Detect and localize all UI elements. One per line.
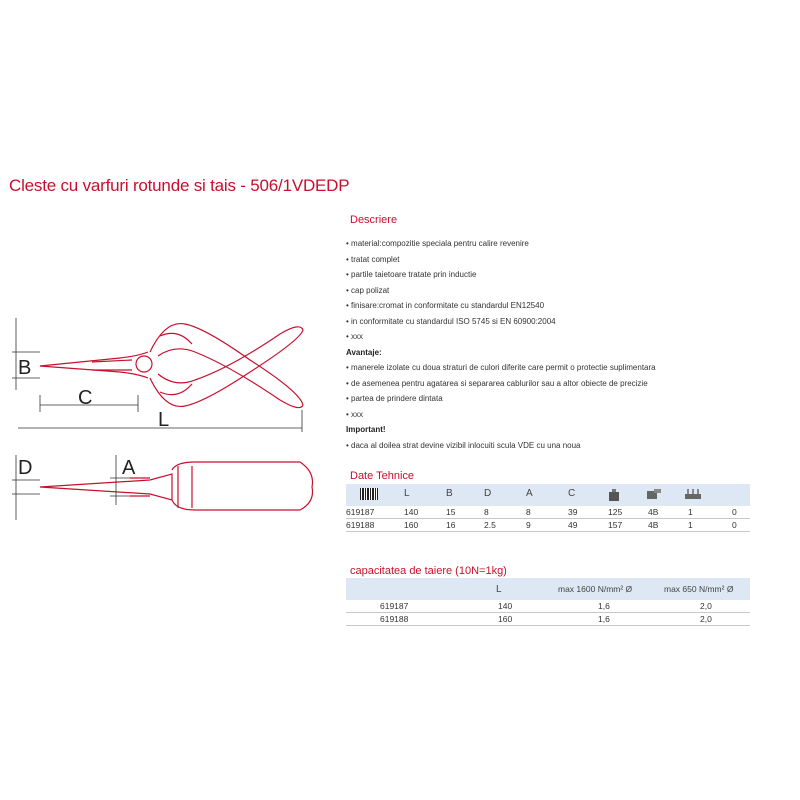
- table-cell: 4B: [648, 520, 659, 530]
- col-header: L: [404, 488, 410, 499]
- tech-table-header: [346, 484, 750, 506]
- description-heading: Descriere: [350, 214, 398, 226]
- description-item: • tratat complet: [346, 254, 400, 264]
- description-item: • finisare:cromat in conformitate cu standardul EN12540: [346, 301, 545, 310]
- description-item: Important!: [346, 425, 386, 434]
- table-row: [346, 613, 750, 626]
- table-cell: 1: [688, 507, 693, 517]
- col-header: A: [526, 488, 533, 499]
- table-cell: 157: [608, 520, 623, 530]
- description-list: [346, 236, 786, 453]
- cutting-table: [346, 578, 750, 626]
- table-cell: 140: [404, 507, 419, 517]
- table-cell: 15: [446, 507, 456, 517]
- table-row: [346, 519, 750, 532]
- table-cell: 8: [526, 507, 531, 517]
- rack-icon: [684, 488, 702, 500]
- page-title: Cleste cu varfuri rotunde si tais - 506/1VDEDP: [9, 176, 350, 195]
- description-item: • manerele izolate cu doua straturi de culori diferite care permit o protectie suplimentara: [346, 363, 656, 372]
- table-cell: 39: [568, 507, 578, 517]
- table-cell: 16: [446, 520, 456, 530]
- table-cell: 0: [732, 507, 737, 517]
- dim-label-b: B: [18, 357, 32, 379]
- table-cell: 2,0: [700, 614, 712, 624]
- pliers-diagram: [0, 300, 340, 530]
- col-header: C: [568, 488, 576, 499]
- table-cell: 140: [498, 601, 513, 611]
- table-cell: 9: [526, 520, 531, 530]
- description-item: • de asemenea pentru agatarea si separarea cablurilor sau a altor obiecte de precizie: [346, 378, 648, 388]
- col-header: L: [496, 584, 502, 595]
- description-item: • partea de prindere dintata: [346, 394, 443, 403]
- weight-icon: [608, 488, 620, 501]
- table-cell: 619187: [380, 601, 409, 611]
- col-header: B: [446, 488, 453, 499]
- table-cell: 160: [404, 520, 419, 530]
- dim-label-c: C: [78, 387, 93, 409]
- table-row: [346, 506, 750, 519]
- description-item: • cap polizat: [346, 285, 390, 295]
- table-cell: 0: [732, 520, 737, 530]
- description-item: • xxx: [346, 332, 364, 341]
- table-cell: 1: [688, 520, 693, 530]
- dim-label-d: D: [18, 457, 33, 479]
- package-icon: [646, 488, 662, 500]
- tech-heading: Date Tehnice: [350, 470, 415, 482]
- table-cell: 125: [608, 507, 623, 517]
- description-item: • material:compozitie speciala pentru calire revenire: [346, 239, 529, 248]
- dim-label-l: L: [158, 409, 170, 431]
- table-cell: 1,6: [598, 614, 610, 624]
- description-item: • in conformitate cu standardul ISO 5745 si EN 60900:2004: [346, 316, 556, 326]
- description-item: Avantaje:: [346, 347, 382, 357]
- dim-label-a: A: [122, 457, 136, 479]
- description-item: • partile taietoare tratate prin inductie: [346, 270, 477, 279]
- col-header: D: [484, 488, 492, 499]
- description-item: • xxx: [346, 409, 364, 419]
- col-header: max 650 N/mm² Ø: [664, 584, 734, 594]
- table-cell: 4B: [648, 507, 659, 517]
- table-cell: 2.5: [484, 520, 496, 530]
- table-cell: 619187: [346, 507, 375, 517]
- cutting-table-header: [346, 578, 750, 600]
- table-cell: 619188: [380, 614, 409, 624]
- table-cell: 1,6: [598, 601, 610, 611]
- description-item: • daca al doilea strat devine vizibil inlocuiti scula VDE cu una noua: [346, 440, 581, 450]
- table-cell: 619188: [346, 520, 375, 530]
- table-cell: 160: [498, 614, 513, 624]
- table-row: [346, 600, 750, 613]
- cutting-heading: capacitatea de taiere (10N=1kg): [350, 565, 507, 577]
- table-cell: 2,0: [700, 601, 712, 611]
- barcode-icon: [360, 488, 378, 500]
- tech-table: [346, 484, 750, 532]
- table-cell: 8: [484, 507, 489, 517]
- col-header: max 1600 N/mm² Ø: [558, 584, 633, 594]
- table-cell: 49: [568, 520, 578, 530]
